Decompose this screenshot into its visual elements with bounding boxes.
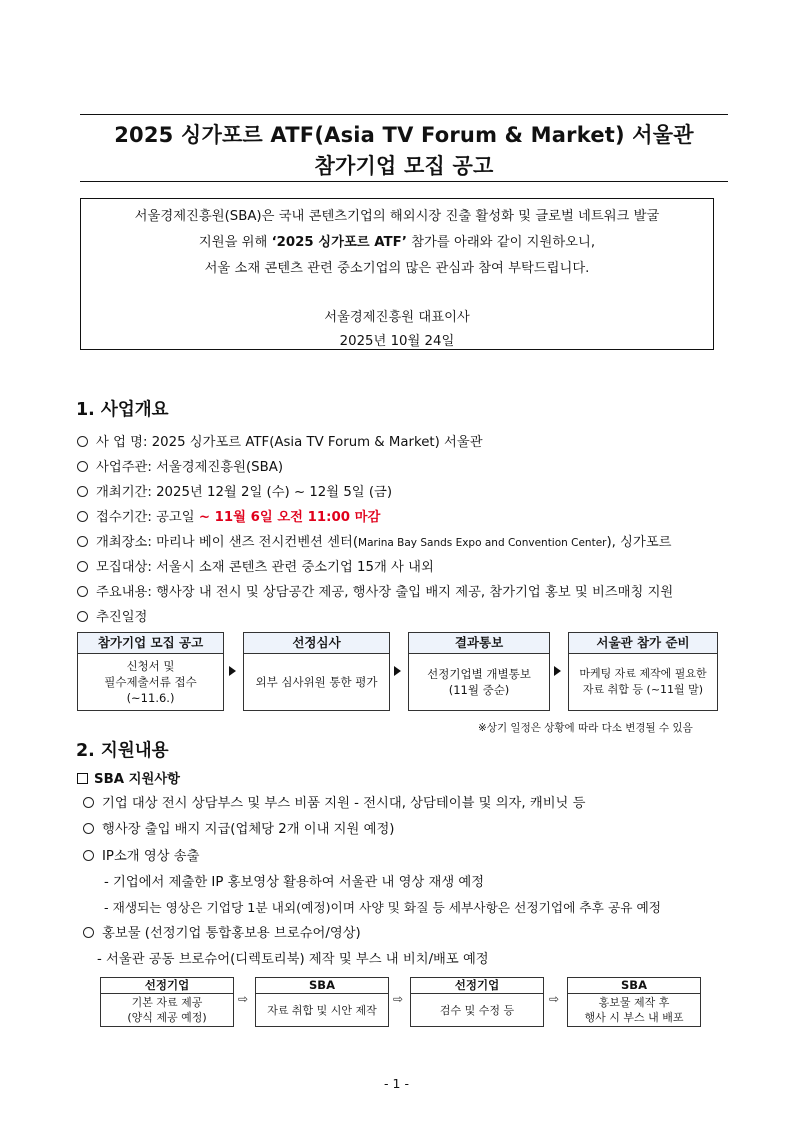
overview-item-deadline: 접수기간: 공고일 ~ 11월 6일 오전 11:00 마감 (77, 506, 380, 525)
schedule-step-1: 참가기업 모집 공고 신청서 및 필수제출서류 접수 (~11.6.) (77, 632, 224, 711)
bullet-circle-icon (77, 561, 88, 572)
bullet-circle-icon (83, 797, 94, 808)
bullet-circle-icon (77, 436, 88, 447)
sba-support-subheading: SBA 지원사항 (77, 768, 180, 787)
schedule-step-4: 서울관 참가 준비 마케팅 자료 제작에 필요한 자료 취합 등 (~11월 말) (568, 632, 718, 711)
schedule-step-2: 선정심사 외부 심사위원 통한 평가 (243, 632, 390, 711)
flow-step-1: 선정기업 기본 자료 제공 (양식 제공 예정) (100, 977, 234, 1027)
title-bottom-rule (80, 181, 728, 182)
bullet-circle-icon (77, 586, 88, 597)
bullet-circle-icon (77, 536, 88, 547)
deadline-highlight: ~ 11월 6일 오전 11:00 마감 (198, 510, 381, 525)
support-item-booth: 기업 대상 전시 상담부스 및 부스 비품 지원 - 전시대, 상담테이블 및 의자, 캐비닛 등 (83, 792, 585, 811)
bullet-circle-icon (77, 461, 88, 472)
bullet-circle-icon (83, 823, 94, 834)
flow-step-4: SBA 홍보물 제작 후 행사 시 부스 내 배포 (567, 977, 701, 1027)
title-top-rule (80, 114, 728, 115)
support-dash-brochure: - 서울관 공동 브로슈어(디렉토리북) 제작 및 부스 내 비치/배포 예정 (97, 952, 489, 967)
intro-event-name: ‘2025 싱가포르 ATF’ (271, 235, 407, 250)
intro-line2: 지원을 위해 ‘2025 싱가포르 ATF’ 참가를 아래와 같이 지원하오니, (198, 235, 596, 250)
flow-step-2: SBA 자료 취합 및 시안 제작 (255, 977, 389, 1027)
intro-line1: 서울경제진흥원(SBA)은 국내 콘텐츠기업의 해외시장 진출 활성화 및 글로벌 네트워크 발굴 (134, 209, 660, 224)
schedule-step-3: 결과통보 선정기업별 개별통보 (11월 중순) (408, 632, 550, 711)
page-number: - 1 - (384, 1076, 409, 1091)
checkbox-square-icon (77, 773, 88, 784)
arrow-right-icon (554, 666, 561, 676)
support-item-badge: 행사장 출입 배지 지급(업체당 2개 이내 지원 예정) (83, 818, 394, 837)
arrow-right-icon (229, 666, 236, 676)
overview-item-host: 사업주관: 서울경제진흥원(SBA) (77, 456, 283, 475)
bullet-circle-icon (77, 486, 88, 497)
section1-heading: 1. 사업개요 (76, 400, 169, 420)
hollow-arrow-right-icon: ⇨ (393, 992, 404, 1006)
bullet-circle-icon (77, 511, 88, 522)
bullet-circle-icon (83, 850, 94, 861)
bullet-circle-icon (77, 611, 88, 622)
intro-line3: 서울 소재 콘텐츠 관련 중소기업의 많은 관심과 참여 부탁드립니다. (204, 261, 590, 276)
support-item-promo: 홍보물 (선정기업 통합홍보용 브로슈어/영상) (83, 922, 361, 941)
page-title-line2: 참가기업 모집 공고 (314, 154, 494, 178)
intro-signer: 서울경제진흥원 대표이사 (324, 310, 470, 325)
support-item-video: IP소개 영상 송출 (83, 845, 199, 864)
support-dash-video-1: - 기업에서 제출한 IP 홍보영상 활용하여 서울관 내 영상 재생 예정 (104, 875, 485, 890)
intro-date: 2025년 10월 24일 (339, 334, 455, 349)
support-dash-video-2: - 재생되는 영상은 기업당 1분 내외(예정)이며 사양 및 화질 등 세부사항은 선정기업에 추후 공유 예정 (104, 900, 661, 915)
overview-item-name: 사 업 명: 2025 싱가포르 ATF(Asia TV Forum & Market) 서울관 (77, 431, 483, 450)
intro-box (80, 198, 714, 350)
arrow-right-icon (394, 666, 401, 676)
flow-step-3: 선정기업 검수 및 수정 등 (410, 977, 544, 1027)
bullet-circle-icon (83, 927, 94, 938)
page-title-line1: 2025 싱가포르 ATF(Asia TV Forum & Market) 서울관 (114, 123, 694, 147)
overview-item-content: 주요내용: 행사장 내 전시 및 상담공간 제공, 행사장 출입 배지 제공, 참가기업 홍보 및 비즈매칭 지원 (77, 581, 673, 600)
schedule-note: ※상기 일정은 상황에 따라 다소 변경될 수 있음 (478, 722, 693, 734)
overview-item-period: 개최기간: 2025년 12월 2일 (수) ~ 12월 5일 (금) (77, 481, 392, 500)
section2-heading: 2. 지원내용 (76, 741, 169, 761)
hollow-arrow-right-icon: ⇨ (238, 992, 249, 1006)
overview-item-schedule: 추진일정 (77, 606, 147, 625)
overview-item-target: 모집대상: 서울시 소재 콘텐츠 관련 중소기업 15개 사 내외 (77, 556, 434, 575)
hollow-arrow-right-icon: ⇨ (549, 992, 560, 1006)
overview-item-venue: 개최장소: 마리나 베이 샌즈 전시컨벤션 센터(Marina Bay Sands Expo and Convention Center), 싱가포르 (77, 531, 672, 550)
